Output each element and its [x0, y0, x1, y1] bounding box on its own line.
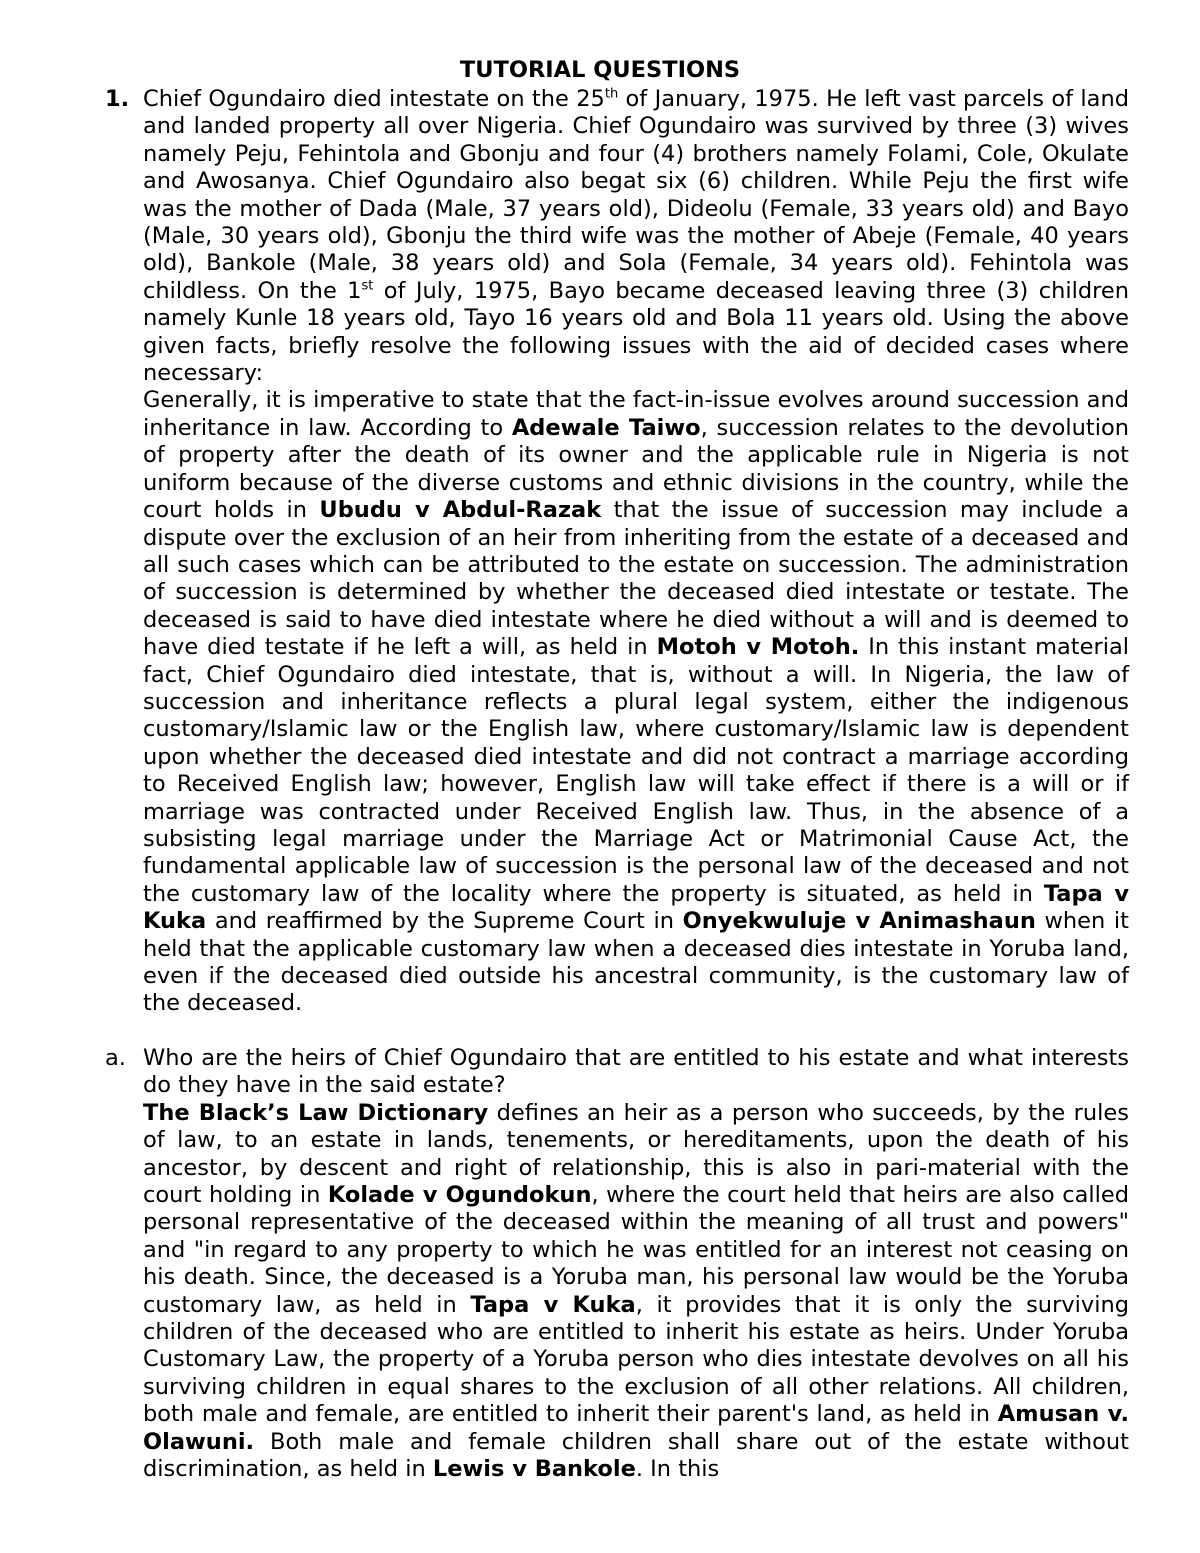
text-run: that the issue of succession may include a dispute over the exclusion of an heir from inheriting from the estate of a deceased and all such cases which can be attributed to the estate on succession. The administration of succession is determined by whether the deceased died intestate or testate. The deceased is said to have died intestate where he died without a will and is deemed to have died testate if he left a will, as held in: [143, 497, 1129, 661]
text-run: , where the court held that heirs are also called personal representative of the deceased within the meaning of all trust and powers" and "in regard to any property to which he was entitled for an interest not ceasing on his death. Since, the deceased is a Yoruba man, his personal law would be the Yoruba customary law, as held in: [143, 1182, 1129, 1318]
case-citation: Amusan v. Olawuni.: [143, 1401, 1129, 1455]
case-citation: Motoh v Motoh.: [656, 634, 860, 661]
text-run: of July, 1975, Bayo became deceased leaving three (3) children namely Kunle 18 years old, Tayo 16 years old and Bola 11 years old. Using the above given facts, briefly resolve the following issues with the aid of decided cases where necessary:: [143, 277, 1129, 387]
text-run: Chief Ogundairo died intestate on the 25: [143, 86, 605, 112]
text-run: defines an heir as a person who succeeds, by the rules of law, to an estate in lands, tenements, or hereditaments, upon the death of his ancestor, by descent and right of relationship, this is also in pari-material with the court holding in: [143, 1099, 1129, 1209]
text-run: Generally, it is imperative to state that the fact-in-issue evolves around succession and inheritance in law. According to: [143, 387, 1129, 441]
case-citation: Ubudu v Abdul-Razak: [319, 497, 602, 524]
question-1-block: [143, 86, 1129, 1018]
case-citation: Lewis v Bankole: [432, 1456, 636, 1483]
ordinal-suffix: st: [361, 278, 374, 294]
case-citation: Tapa v Kuka: [143, 880, 1129, 935]
text-run: when it held that the applicable customary law when a deceased dies intestate in Yoruba land, even if the deceased died outside his ancestral community, is the customary law of the deceased.: [143, 908, 1129, 1017]
question-number: 1.: [105, 86, 130, 112]
question-1-answer: [143, 387, 1129, 1017]
case-citation: The Black’s Law Dictionary: [143, 1099, 489, 1126]
question-a-text: Who are the heirs of Chief Ogundairo that are entitled to his estate and what interests do they have in the said estate?: [143, 1045, 1129, 1099]
ordinal-suffix: th: [604, 86, 619, 102]
case-citation: Onyekwuluje v Animashaun: [682, 908, 1036, 935]
question-a-block: [143, 1045, 1129, 1484]
sub-question-marker: a.: [105, 1045, 126, 1071]
text-run: , succession relates to the devolution of property after the death of its owner and the applicable rule in Nigeria is not uniform because of the diverse customs and ethnic divisions in the country, while the court holds in: [143, 414, 1129, 524]
question-1-text: [143, 86, 1129, 387]
case-citation: Tapa v Kuka: [470, 1291, 636, 1318]
text-run: . In this: [635, 1456, 720, 1483]
page-title: TUTORIAL QUESTIONS: [459, 57, 741, 83]
text-run: Both male and female children shall share out of the estate without discrimination, as held in: [143, 1428, 1129, 1483]
text-run: of January, 1975. He left vast parcels of land and landed property all over Nigeria. Chief Ogundairo was survived by three (3) wives namely Peju, Fehintola and Gbonju and four (4) brothers namely Folami, Cole, Okulate and Awosanya. Chief Ogundairo also begat six (6) children. While Peju the first wife was the mother of Dada (Male, 37 years old), Dideolu (Female, 33 years old) and Bayo (Male, 30 years old), Gbonju the third wife was the mother of Abeje (Female, 40 years old), Bankole (Male, 38 years old) and Sola (Female, 34 years old). Fehintola was childless. On the 1: [143, 86, 1129, 304]
text-run: , it provides that it is only the surviving children of the deceased who are entitled to inherit his estate as heirs. Under Yoruba Customary Law, the property of a Yoruba person who dies intestate devolves on all his surviving children in equal shares to the exclusion of all other relations. All children, both male and female, are entitled to inherit their parent's land, as held in: [143, 1291, 1129, 1428]
text-run: In this instant material fact, Chief Ogundairo died intestate, that is, without a will. In Nigeria, the law of succession and inheritance reflects a plural legal system, either the indigenous customary/Islamic law or the English law, where customary/Islamic law is dependent upon whether the deceased died intestate and did not contract a marriage according to Received English law; however, English law will take effect if there is a will or if marriage was contracted under Received English law. Thus, in the absence of a subsisting legal marriage under the Marriage Act or Matrimonial Cause Act, the fundamental applicable law of succession is the personal law of the deceased and not the customary law of the locality where the property is situated, as held in: [143, 634, 1129, 907]
text-run: and reaffirmed by the Supreme Court in: [206, 908, 683, 935]
case-citation: Adewale Taiwo: [511, 414, 701, 441]
case-citation: Kolade v Ogundokun: [327, 1182, 592, 1209]
question-a-answer: [143, 1100, 1129, 1484]
